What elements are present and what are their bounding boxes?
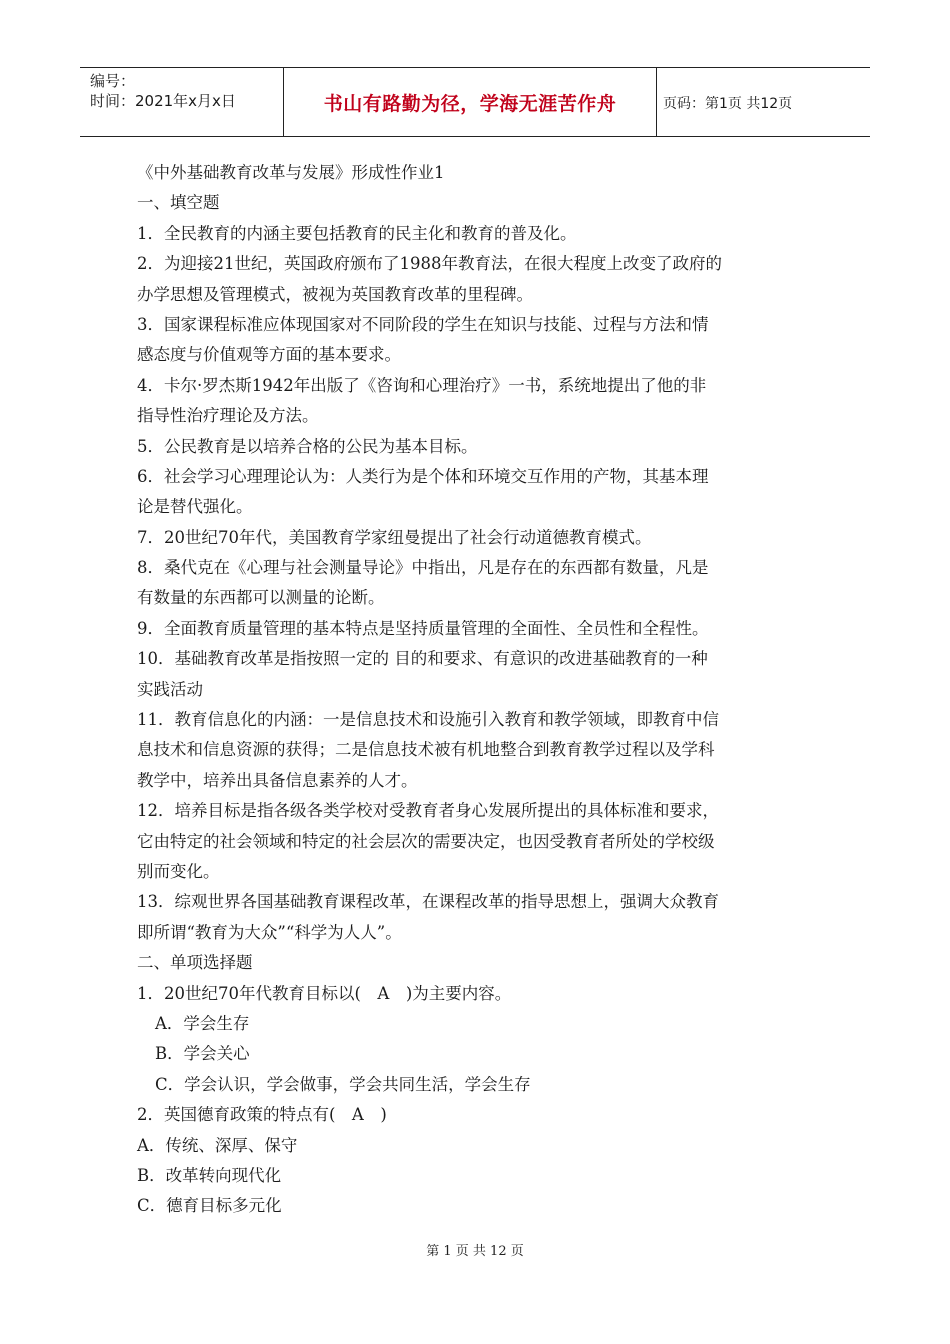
question: 1．20世纪70年代教育目标以( A )为主要内容。 — [137, 983, 512, 1003]
text-line: 即所谓“教育为大众”“科学为人人”。 — [137, 922, 402, 942]
text-line: 它由特定的社会领域和特定的社会层次的需要决定，也因受教育者所处的学校级 — [137, 831, 715, 851]
text-line: 感态度与价值观等方面的基本要求。 — [137, 345, 401, 365]
doc-title: 《中外基础教育改革与发展》形成性作业1 — [137, 163, 445, 182]
section-heading: 一、填空题 — [137, 193, 220, 213]
text-line: 4．卡尔·罗杰斯1942年出版了《咨询和心理治疗》一书，系统地提出了他的非 — [137, 375, 707, 395]
text-line: 12．培养目标是指各级各类学校对受教育者身心发展所提出的具体标准和要求， — [137, 801, 719, 821]
text-line: 教学中，培养出具备信息素养的人才。 — [137, 770, 418, 790]
answer-option: C．学会认识，学会做事，学会共同生活，学会生存 — [155, 1074, 531, 1094]
answer-option: A．学会生存 — [155, 1013, 250, 1033]
header-page-info: 页码：第1页 共12页 — [663, 96, 793, 112]
page-footer: 第 1 页 共 12 页 — [426, 1244, 524, 1259]
text-line: 9．全面教育质量管理的基本特点是坚持质量管理的全面性、全员性和全程性。 — [137, 618, 709, 638]
text-line: 13．综观世界各国基础教育课程改革，在课程改革的指导思想上，强调大众教育 — [137, 892, 719, 912]
question: 2．英国德育政策的特点有( A ) — [137, 1105, 387, 1125]
answer-option: C．德育目标多元化 — [137, 1196, 282, 1216]
text-line: 息技术和信息资源的获得；二是信息技术被有机地整合到教育教学过程以及学科 — [137, 740, 715, 760]
text-line: 5．公民教育是以培养合格的公民为基本目标。 — [137, 436, 478, 456]
text-line: 有数量的东西都可以测量的论断。 — [137, 588, 385, 608]
answer-option: B．学会关心 — [155, 1044, 250, 1064]
text-line: 3．国家课程标准应体现国家对不同阶段的学生在知识与技能、过程与方法和情 — [137, 314, 709, 334]
answer-option: B．改革转向现代化 — [137, 1165, 282, 1185]
section-heading: 二、单项选择题 — [137, 953, 253, 973]
document-body — [137, 158, 827, 1222]
page-header — [80, 67, 870, 137]
text-line: 别而变化。 — [137, 861, 220, 881]
text-line: 10．基础教育改革是指按照一定的 目的和要求、有意识的改进基础教育的一种 — [137, 649, 708, 669]
number-label: 编号： — [90, 72, 136, 90]
text-line: 6．社会学习心理理论认为：人类行为是个体和环境交互作用的产物，其基本理 — [137, 466, 709, 486]
text-line: 论是替代强化。 — [137, 497, 253, 517]
text-line: 办学思想及管理模式，被视为英国教育改革的里程碑。 — [137, 284, 533, 304]
answer-option: A．传统、深厚、保守 — [137, 1135, 298, 1155]
header-divider-right — [656, 68, 657, 136]
text-line: 7．20世纪70年代，美国教育学家纽曼提出了社会行动道德教育模式。 — [137, 527, 652, 547]
date-label: 时间：2021年x月x日 — [90, 92, 236, 110]
text-line: 8．桑代克在《心理与社会测量导论》中指出，凡是存在的东西都有数量，凡是 — [137, 558, 709, 578]
text-line: 实践活动 — [137, 679, 203, 699]
text-line: 11．教育信息化的内涵：一是信息技术和设施引入教育和教学领域，即教育中信 — [137, 710, 719, 730]
text-line: 1．全民教育的内涵主要包括教育的民主化和教育的普及化。 — [137, 223, 577, 243]
header-motto: 书山有路勤为径，学海无涯苦作舟 — [323, 92, 617, 115]
header-meta — [80, 68, 283, 136]
text-line: 2．为迎接21世纪，英国政府颁布了1988年教育法，在很大程度上改变了政府的 — [137, 254, 722, 274]
text-line: 指导性治疗理论及方法。 — [137, 406, 319, 426]
